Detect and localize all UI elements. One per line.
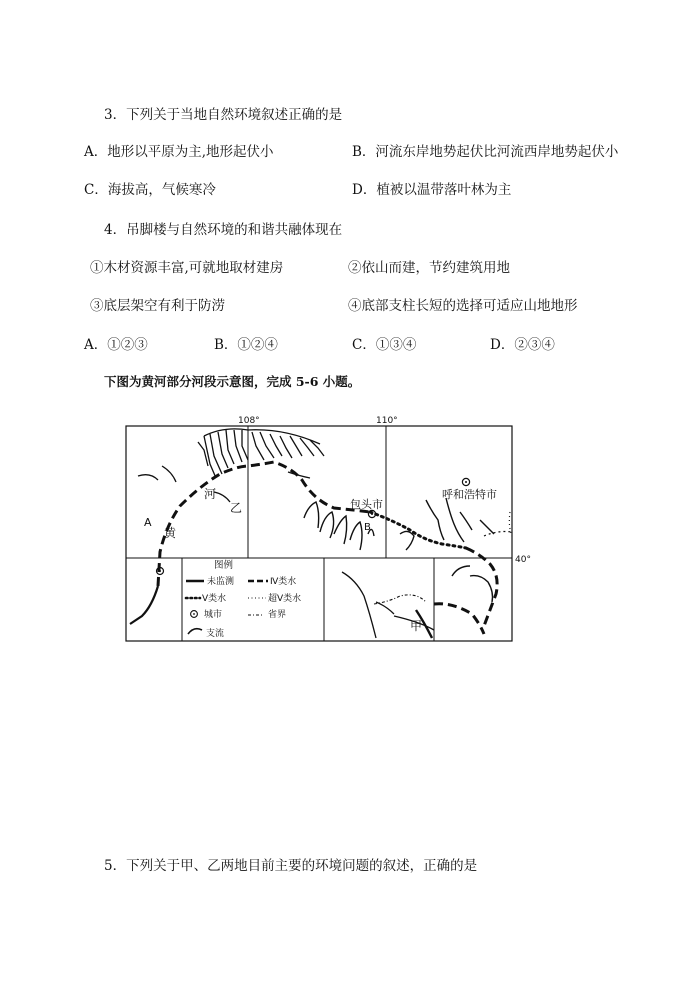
map-caption: 下图为黄河部分河段示意图，完成 5-6 小题。 (104, 374, 361, 389)
label-yi: 乙 (230, 501, 243, 515)
legend-unmonitored: 未监测 (207, 577, 235, 587)
q4-item-1: ①木材资源丰富,可就地取材建房 (90, 260, 284, 276)
legend-tributary: 支流 (206, 629, 225, 639)
river-class4-lower (466, 548, 497, 626)
legend-title: 图例 (214, 560, 234, 571)
map-legend (186, 559, 301, 639)
legend-border: 省界 (268, 610, 287, 620)
northern-tributaries (138, 429, 324, 502)
q4-option-d: D．②③④ (490, 337, 555, 353)
q4-item-3: ③底层架空有利于防涝 (90, 298, 225, 314)
q3-option-d: D．植被以温带落叶林为主 (352, 182, 512, 198)
map-frame (126, 426, 512, 641)
legend-city: 城市 (204, 610, 223, 620)
beyond-v-segment (484, 532, 512, 537)
label-baotou: 包头市 (350, 498, 383, 511)
river-unmonitored-inset (130, 586, 158, 624)
label-huang: 黄 (164, 526, 177, 540)
lon-110-label: 110° (376, 416, 398, 426)
legend-class4: Ⅳ类水 (270, 577, 297, 587)
yellow-river-map (124, 416, 538, 644)
legend-beyond5: 超Ⅴ类水 (268, 594, 302, 604)
q4-item-2: ②依山而建，节约建筑用地 (348, 260, 510, 276)
q3-option-c: C．海拔高，气候寒冷 (84, 182, 216, 198)
label-a: A (144, 516, 152, 529)
river-class4-upper (158, 462, 370, 586)
q4-option-c: C．①③④ (352, 337, 417, 353)
label-jia: 甲 (410, 619, 423, 633)
legend-tributary-swatch (188, 629, 202, 634)
lon-108-label: 108° (238, 416, 260, 426)
label-huhehaote: 呼和浩特市 (442, 488, 497, 501)
q4-option-a: A．①②③ (84, 337, 148, 353)
legend-class5: Ⅴ类水 (202, 594, 227, 604)
q3-option-b: B．河流东岸地势起伏比河流西岸地势起伏小 (352, 144, 619, 160)
q3-stem: 3．下列关于当地自然环境叙述正确的是 (104, 107, 343, 123)
q4-item-4: ④底部支柱长短的选择可适应山地地形 (348, 298, 578, 314)
lat-40-label: 40° (515, 555, 531, 565)
southern-tributaries (304, 498, 494, 602)
label-he: 河 (204, 487, 217, 501)
q3-option-a: A．地形以平原为主,地形起伏小 (84, 144, 274, 160)
q4-option-b: B．①②④ (214, 337, 278, 353)
q4-stem: 4．吊脚楼与自然环境的和谐共融体现在 (104, 222, 343, 238)
label-b: B (364, 522, 371, 533)
q5-stem: 5．下列关于甲、乙两地目前主要的环境问题的叙述，正确的是 (104, 858, 478, 874)
